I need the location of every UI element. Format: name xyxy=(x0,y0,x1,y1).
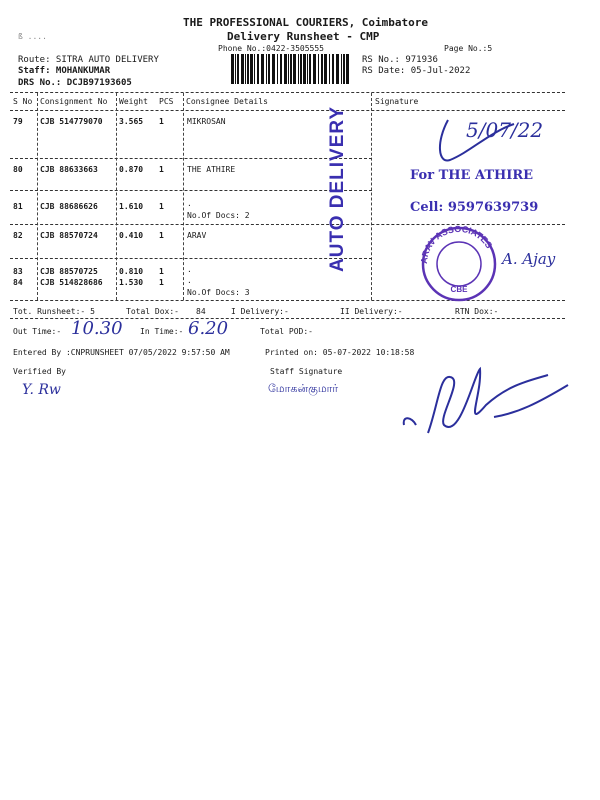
row-79-signature: 5/07/22 xyxy=(466,118,544,142)
col-divider xyxy=(371,93,372,300)
barcode-bar xyxy=(332,54,334,84)
runsheet-title: Delivery Runsheet - CMP xyxy=(227,30,380,43)
table-top-rule xyxy=(10,92,565,93)
company-name: THE PROFESSIONAL COURIERS, Coimbatore xyxy=(183,16,429,29)
table-header-rule xyxy=(10,110,565,111)
row-83-consignment: CJB 88570725 xyxy=(40,267,98,276)
barcode xyxy=(231,54,349,84)
verified-by-label: Verified By xyxy=(13,367,66,376)
barcode-bar xyxy=(266,54,267,84)
in-time-label: In Time:- xyxy=(140,327,184,336)
barcode-bar xyxy=(261,54,264,84)
phone-number: Phone No.:0422-3505555 xyxy=(218,44,324,53)
drs-number: DRS No.: DCJB97193605 xyxy=(18,78,132,88)
i-delivery: I Delivery:- xyxy=(231,307,289,316)
row-83-weight: 0.810 xyxy=(119,267,144,276)
row-82-consignment: CJB 88570724 xyxy=(40,231,98,240)
seal-ring-textpath: ARAV ASSOCIATES xyxy=(418,224,495,265)
printed-on: Printed on: 05-07-2022 10:18:58 xyxy=(265,348,415,357)
barcode-bar xyxy=(235,54,236,84)
row-84-sno: 84 xyxy=(13,278,23,287)
col-header-consignment: Consignment No xyxy=(40,97,108,106)
barcode-bar xyxy=(241,54,244,84)
row-81-sno: 81 xyxy=(13,202,23,211)
barcode-bar xyxy=(303,54,306,84)
row-80-sno: 80 xyxy=(13,165,23,174)
rtn-dox: RTN Dox:- xyxy=(455,307,499,316)
barcode-bar xyxy=(250,54,253,84)
row-79-pcs: 1 xyxy=(159,117,164,126)
row-82-sno: 82 xyxy=(13,231,23,240)
row-80-consignment: CJB 88633663 xyxy=(40,165,98,174)
barcode-bar xyxy=(237,54,239,84)
row-84-docs: No.Of Docs: 3 xyxy=(187,288,250,297)
row-82-consignee: ARAV xyxy=(187,231,207,240)
out-time-value: 10.30 xyxy=(71,318,123,339)
barcode-bar xyxy=(300,54,302,84)
total-pod: Total POD:- xyxy=(260,327,313,336)
row-81-docs: No.Of Docs: 2 xyxy=(187,211,250,220)
row-81-weight: 1.610 xyxy=(119,202,144,211)
arav-associates-seal xyxy=(415,224,503,302)
barcode-bar xyxy=(313,54,316,84)
row-79-weight: 3.565 xyxy=(119,117,144,126)
col-divider xyxy=(116,93,117,300)
row-80-weight: 0.870 xyxy=(119,165,144,174)
out-time-label: Out Time:- xyxy=(13,327,62,336)
row-84-consignee: . xyxy=(187,276,192,285)
row-83-sno: 83 xyxy=(13,267,23,276)
barcode-bar xyxy=(288,54,289,84)
row-79-signature-stroke xyxy=(430,112,520,172)
staff-signature-tamil: மோகன்குமார் xyxy=(268,382,339,395)
row-83-consignee: . xyxy=(187,265,192,274)
row-separator xyxy=(10,258,372,259)
barcode-bar xyxy=(272,54,275,84)
barcode-bar xyxy=(293,54,296,84)
row-81-consignee: . xyxy=(187,199,192,208)
barcode-bar xyxy=(298,54,299,84)
row-separator xyxy=(10,158,372,159)
barcode-bar xyxy=(231,54,234,84)
row-82-weight: 0.410 xyxy=(119,231,144,240)
row-84-weight: 1.530 xyxy=(119,278,144,287)
seal-ring-text xyxy=(419,224,494,264)
row-81-pcs: 1 xyxy=(159,202,164,211)
barcode-bar xyxy=(257,54,259,84)
col-divider xyxy=(37,93,38,300)
total-dox-label: Total Dox:- xyxy=(126,307,179,316)
staff-handwritten-signature xyxy=(398,355,588,445)
cell-stamp: Cell: 9597639739 xyxy=(410,200,539,215)
barcode-bar xyxy=(277,54,278,84)
row-82-pcs: 1 xyxy=(159,231,164,240)
corner-mark: ß .... xyxy=(18,32,47,41)
rs-date: RS Date: 05-Jul-2022 xyxy=(362,66,471,76)
total-runsheet: Tot. Runsheet:- 5 xyxy=(13,307,95,316)
row-79-consignee: MIKROSAN xyxy=(187,117,226,126)
row-separator xyxy=(10,190,372,191)
barcode-bar xyxy=(321,54,323,84)
barcode-bar xyxy=(309,54,311,84)
barcode-bar xyxy=(268,54,270,84)
auto-delivery-stamp: AUTO DELIVERY xyxy=(327,105,348,272)
col-header-consignee: Consignee Details xyxy=(186,97,268,106)
entered-by: Entered By :CNPRUNSHEET 07/05/2022 9:57:50 AM xyxy=(13,348,230,357)
barcode-bar xyxy=(290,54,292,84)
barcode-bar xyxy=(341,54,342,84)
row-79-sno: 79 xyxy=(13,117,23,126)
rs-number: RS No.: 971936 xyxy=(362,55,438,65)
row-84-pcs: 1 xyxy=(159,278,164,287)
col-header-pcs: PCS xyxy=(159,97,174,106)
barcode-bar xyxy=(346,54,349,84)
verified-signature: Y. Rw xyxy=(22,382,61,398)
col-header-sno: S No xyxy=(13,97,33,106)
staff: Staff: MOHANKUMAR xyxy=(18,66,111,76)
barcode-bar xyxy=(307,54,308,84)
seal-bottom-text: CBE xyxy=(450,285,468,294)
for-athire-stamp: For THE ATHIRE xyxy=(410,168,534,183)
barcode-bar xyxy=(254,54,255,84)
row-84-consignment: CJB 514828686 xyxy=(40,278,103,287)
row-80-pcs: 1 xyxy=(159,165,164,174)
total-dox-value: 84 xyxy=(196,307,206,316)
barcode-bar xyxy=(247,54,249,84)
col-divider xyxy=(183,93,184,300)
barcode-bar xyxy=(284,54,287,84)
col-header-signature: Signature xyxy=(375,97,419,106)
row-79-consignment: CJB 514779070 xyxy=(40,117,103,126)
barcode-bar xyxy=(324,54,327,84)
row-81-consignment: CJB 88686626 xyxy=(40,202,98,211)
route: Route: SITRA AUTO DELIVERY xyxy=(18,55,159,65)
ii-delivery: II Delivery:- xyxy=(340,307,403,316)
row-83-pcs: 1 xyxy=(159,267,164,276)
row-80-consignee: THE ATHIRE xyxy=(187,165,236,174)
col-header-weight: Weight xyxy=(119,97,148,106)
barcode-bar xyxy=(336,54,339,84)
barcode-bar xyxy=(245,54,246,84)
staff-signature-label: Staff Signature xyxy=(270,367,343,376)
row-82-signature: A. Ajay xyxy=(502,250,556,268)
barcode-bar xyxy=(343,54,345,84)
page-number: Page No.:5 xyxy=(444,44,493,53)
barcode-bar xyxy=(280,54,282,84)
barcode-bar xyxy=(329,54,330,84)
in-time-value: 6.20 xyxy=(188,318,229,339)
barcode-bar xyxy=(318,54,319,84)
